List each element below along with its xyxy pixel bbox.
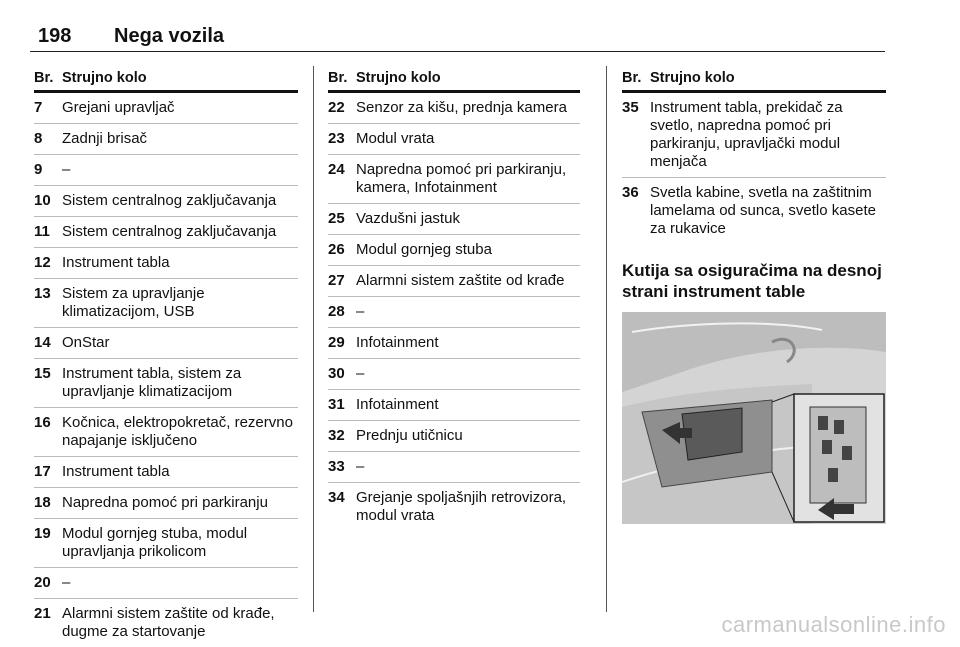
column-divider [313, 66, 314, 612]
fuse-number: 15 [34, 365, 51, 382]
table-row [34, 408, 298, 457]
table-row [34, 328, 298, 359]
table-row [34, 93, 298, 124]
table-row [328, 421, 580, 452]
fuse-circuit: Sistem za upravljanje klimatizacijom, USB [62, 285, 205, 320]
header-circuit: Strujno kolo [650, 70, 735, 86]
fuse-table-column-2 [328, 68, 580, 531]
fuse-number: 30 [328, 365, 345, 382]
page-title: Nega vozila [114, 25, 225, 47]
fuse-box-illustration [622, 312, 886, 524]
fuse-number: 28 [328, 303, 345, 320]
table-row [328, 452, 580, 483]
fuse-circuit: Napredna pomoć pri parkiranju, kamera, Infotainment [356, 161, 567, 196]
page-number: 198 [38, 25, 72, 47]
fuse-number: 35 [622, 99, 639, 116]
fuse-number: 13 [34, 285, 51, 302]
fuse-circuit: Instrument tabla, prekidač za svetlo, napredna pomoć pri parkiranju, upravljački modul menjača [650, 99, 843, 170]
table-row [34, 568, 298, 599]
table-row [328, 235, 580, 266]
table-row [622, 178, 886, 244]
fuse-number: 9 [34, 161, 43, 178]
table-row [328, 483, 580, 531]
fuse-number: 25 [328, 210, 345, 227]
table-row [34, 155, 298, 186]
fuse-number: 34 [328, 489, 345, 506]
fuse-number: 32 [328, 427, 345, 444]
table-row [34, 488, 298, 519]
fuse-number: 14 [34, 334, 51, 351]
fuse-number: 24 [328, 161, 345, 178]
fuse-number: 21 [34, 605, 51, 622]
table-row [34, 519, 298, 568]
table-row [34, 457, 298, 488]
fuse-number: 22 [328, 99, 345, 116]
fuse-circuit: OnStar [62, 334, 110, 351]
table-header [622, 68, 886, 93]
fuse-circuit: – [356, 365, 365, 382]
table-row [328, 328, 580, 359]
fuse-table-column-3 [622, 68, 886, 524]
header-number: Br. [622, 70, 642, 86]
fuse-circuit: Instrument tabla [62, 254, 170, 271]
fuse-number: 26 [328, 241, 345, 258]
table-row [34, 279, 298, 328]
table-row [328, 266, 580, 297]
table-row [622, 93, 886, 178]
header-circuit: Strujno kolo [356, 70, 441, 86]
table-row [328, 359, 580, 390]
table-row [328, 297, 580, 328]
fuse-circuit: Grejanje spoljašnjih retrovizora, modul vrata [356, 489, 567, 524]
fuse-circuit: Kočnica, elektropokretač, rezervno napajanje isključeno [62, 414, 293, 449]
fuse-circuit: Vazdušni jastuk [356, 210, 460, 227]
fuse-number: 16 [34, 414, 51, 431]
fuse-circuit: Senzor za kišu, prednja kamera [356, 99, 567, 116]
fuse-circuit: Instrument tabla, sistem za upravljanje klimatizacijom [62, 365, 242, 400]
fuse-number: 20 [34, 574, 51, 591]
header-circuit: Strujno kolo [62, 70, 147, 86]
header-number: Br. [34, 70, 54, 86]
header-number: Br. [328, 70, 348, 86]
fuse-number: 18 [34, 494, 51, 511]
fuse-circuit: Modul gornjeg stuba [356, 241, 492, 258]
table-row [34, 248, 298, 279]
table-row [34, 217, 298, 248]
fuse-circuit: Modul gornjeg stuba, modul upravljanja prikolicom [62, 525, 248, 560]
fuse-circuit: Modul vrata [356, 130, 435, 147]
fuse-circuit: Infotainment [356, 396, 439, 413]
fuse-circuit: Alarmni sistem zaštite od krađe, dugme za startovanje [62, 605, 275, 640]
fuse-number: 12 [34, 254, 51, 271]
table-row [328, 155, 580, 204]
fuse-circuit: Alarmni sistem zaštite od krađe [356, 272, 565, 289]
fuse-number: 31 [328, 396, 345, 413]
fuse-circuit: – [356, 303, 365, 320]
fuse-circuit: Infotainment [356, 334, 439, 351]
fuse-number: 7 [34, 99, 43, 116]
fuse-circuit: Sistem centralnog zaključavanja [62, 223, 277, 240]
fuse-circuit: Sistem centralnog zaključavanja [62, 192, 277, 209]
table-row [328, 93, 580, 124]
fuse-number: 23 [328, 130, 345, 147]
column-divider [606, 66, 607, 612]
fuse-circuit: Grejani upravljač [62, 99, 175, 116]
fuse-circuit: Zadnji brisač [62, 130, 148, 147]
fuse-number: 27 [328, 272, 345, 289]
table-row [34, 599, 298, 647]
fuse-number: 11 [34, 223, 50, 240]
fuse-circuit: – [62, 161, 71, 178]
fuse-number: 29 [328, 334, 345, 351]
table-row [34, 186, 298, 217]
page-header [30, 25, 885, 52]
table-header [328, 68, 580, 93]
fuse-circuit: Napredna pomoć pri parkiranju [62, 494, 268, 511]
fuse-number: 19 [34, 525, 51, 542]
fuse-number: 8 [34, 130, 43, 147]
watermark: carmanualsonline.info [721, 612, 946, 637]
table-row [328, 390, 580, 421]
fuse-circuit: Instrument tabla [62, 463, 170, 480]
fuse-circuit: Prednju utičnicu [356, 427, 463, 444]
section-heading: Kutija sa osiguračima na desnoj strani instrument table [622, 261, 882, 301]
fuse-number: 36 [622, 184, 639, 201]
fuse-circuit: – [62, 574, 71, 591]
table-row [34, 359, 298, 408]
table-header [34, 68, 298, 93]
fuse-number: 33 [328, 458, 345, 475]
fuse-circuit: – [356, 458, 365, 475]
table-row [328, 204, 580, 235]
table-row [34, 124, 298, 155]
fuse-number: 10 [34, 192, 51, 209]
fuse-table-column-1 [34, 68, 298, 647]
fuse-circuit: Svetla kabine, svetla na zaštitnim lamelama od sunca, svetlo kasete za rukavice [650, 184, 876, 237]
table-row [328, 124, 580, 155]
fuse-number: 17 [34, 463, 51, 480]
